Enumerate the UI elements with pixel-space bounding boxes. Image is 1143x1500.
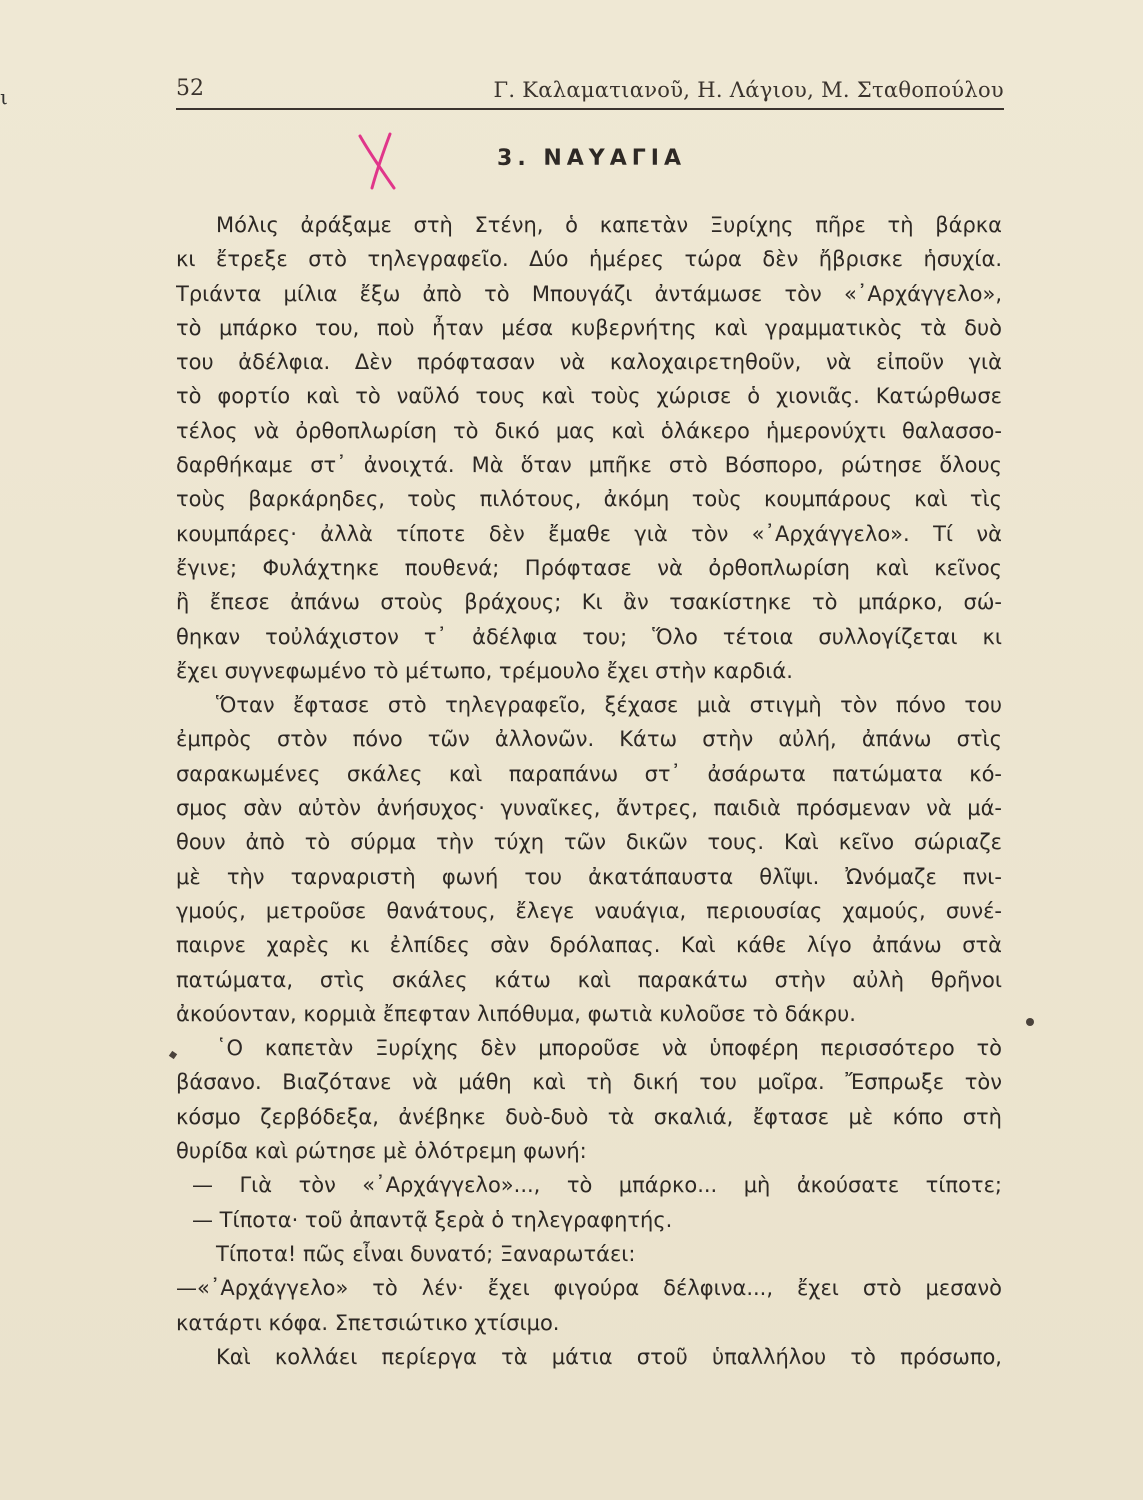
page-number: 52 (176, 76, 204, 101)
text-line: Καὶ κολλάει περίεργα τὰ μάτια στοῦ ὑπαλλήλου τὸ πρόσωπο, (216, 1344, 1002, 1369)
text-line: κι ἔτρεξε στὸ τηλεγραφεῖο. Δύο ἡμέρες τώρα δὲν ἤβρισκε ἡσυχία. (176, 247, 1002, 272)
text-line: γμούς, μετροῦσε θανάτους, ἔλεγε ναυάγια, περιουσίας χαμούς, συνέ- (176, 898, 1002, 923)
text-line: τὸ φορτίο καὶ τὸ ναῦλό τους καὶ τοὺς χώρισε ὁ χιονιᾶς. Κατώρθωσε (176, 384, 1002, 409)
text-line: βάσανο. Βιαζότανε νὰ μάθη καὶ τὴ δική του μοῖρα. Ἔσπρωξε τὸν (176, 1070, 1002, 1095)
text-line: ἔγινε; Φυλάχτηκε πουθενά; Πρόφτασε νὰ ὀρθοπλωρίση καὶ κεῖνος (176, 555, 1002, 580)
text-line: θυρίδα καὶ ρώτησε μὲ ὁλότρεμη φωνή: (176, 1139, 587, 1164)
dialogue-line: —«᾿Αρχάγγελο» τὸ λέν· ἔχει φιγούρα δέλφινα..., ἔχει στὸ μεσανὸ (176, 1276, 1002, 1301)
text-line: Μόλις ἀράξαμε στὴ Στένη, ὁ καπετὰν Ξυρίχης πῆρε τὴ βάρκα (216, 213, 1002, 237)
text-line: ἔχει συγνεφωμένο τὸ μέτωπο, τρέμουλο ἔχει στὴν καρδιά. (176, 658, 793, 683)
text-line: μὲ τὴν ταρναριστὴ φωνή του ἀκατάπαυστα θλῖψι. Ὠνόμαζε πνι- (176, 864, 1002, 889)
text-line: θηκαν τοὐλάχιστον τ᾿ ἀδέλφια του; Ὅλο τέτοια συλλογίζεται κι (176, 624, 1002, 649)
text-line: θουν ἀπὸ τὸ σύρμα τὴν τύχη τῶν δικῶν τους. Καὶ κεῖνο σώριαζε (176, 830, 1002, 855)
text-line: κουμπάρες· ἀλλὰ τίποτε δὲν ἔμαθε γιὰ τὸν «᾿Αρχάγγελο». Τί νὰ (176, 521, 1002, 546)
text-line: Τριάντα μίλια ἔξω ἀπὸ τὸ Μπουγάζι ἀντάμωσε τὸν «᾿Αρχάγγελο», (176, 281, 1002, 306)
text-line: τοὺς βαρκάρηδες, τοὺς πιλότους, ἀκόμη τοὺς κουμπάρους καὶ τὶς (176, 487, 1002, 512)
margin-mark: ι (0, 85, 8, 109)
text-line: τὸ μπάρκο του, ποὺ ἦταν μέσα κυβερνήτης καὶ γραμματικὸς τὰ δυὸ (176, 315, 1002, 340)
dialogue-line: — Γιὰ τὸν «᾿Αρχάγγελο»..., τὸ μπάρκο... μὴ ἀκούσατε τίποτε; (192, 1173, 1002, 1198)
text-line: του ἀδέλφια. Δὲν πρόφτασαν νὰ καλοχαιρετηθοῦν, νὰ εἰποῦν γιὰ (176, 350, 1002, 375)
body-text (176, 208, 1002, 1374)
text-line: ἐμπρὸς στὸν πόνο τῶν ἀλλονῶν. Κάτω στὴν αὐλή, ἀπάνω στὶς (176, 727, 1002, 752)
text-line: σμος σὰν αὐτὸν ἀνήσυχος· γυναῖκες, ἄντρες, παιδιὰ πρόσμεναν νὰ μά- (176, 796, 1002, 821)
ink-dot (1026, 1018, 1034, 1026)
text-line: Τίποτα! πῶς εἶναι δυνατό; Ξαναρωτάει: (216, 1241, 636, 1266)
header-rule (176, 108, 1004, 110)
text-line: πατώματα, στὶς σκάλες κάτω καὶ παρακάτω στὴν αὐλὴ θρῆνοι (176, 967, 1002, 992)
running-head: Γ. Καλαματιανοῦ, Η. Λάγιου, Μ. Σταθοπούλου (493, 78, 1004, 102)
text-line: ἀκούονταν, κορμιὰ ἔπεφταν λιπόθυμα, φωτιὰ κυλοῦσε τὸ δάκρυ. (176, 1001, 856, 1026)
text-line: κόσμο ζερβόδεξα, ἀνέβηκε δυὸ-δυὸ τὰ σκαλιά, ἔφτασε μὲ κόπο στὴ (176, 1104, 1002, 1129)
text-line: ῾Ο καπετὰν Ξυρίχης δὲν μποροῦσε νὰ ὑποφέρη περισσότερο τὸ (216, 1036, 1002, 1061)
text-line: Ὅταν ἔφτασε στὸ τηλεγραφεῖο, ξέχασε μιὰ στιγμὴ τὸν πόνο του (216, 693, 1002, 718)
dialogue-line: — Τίποτα· τοῦ ἀπαντᾷ ξερὰ ὁ τηλεγραφητής. (192, 1207, 673, 1232)
page-header (176, 70, 1004, 110)
text-line: ἢ ἔπεσε ἀπάνω στοὺς βράχους; Κι ἂν τσακίστηκε τὸ μπάρκο, σώ- (176, 590, 1002, 615)
text-line: κατάρτι κόφα. Σπετσιώτικο χτίσιμο. (176, 1310, 560, 1335)
text-line: παιρνε χαρὲς κι ἐλπίδες σὰν δρόλαπας. Καὶ κάθε λίγο ἀπάνω στὰ (176, 933, 1002, 958)
text-line: δαρθήκαμε στ᾿ ἀνοιχτά. Μὰ ὅταν μπῆκε στὸ Βόσπορο, ρώτησε ὅλους (176, 453, 1002, 478)
text-line: τέλος νὰ ὀρθοπλωρίση τὸ δικό μας καὶ ὁλάκερο ἡμερονύχτι θαλασσο- (176, 418, 1002, 443)
text-line: σαρακωμένες σκάλες καὶ παραπάνω στ᾿ ἀσάρωτα πατώματα κό- (176, 761, 1002, 786)
chapter-title: 3. ΝΑΥΑΓΙΑ (497, 146, 686, 171)
